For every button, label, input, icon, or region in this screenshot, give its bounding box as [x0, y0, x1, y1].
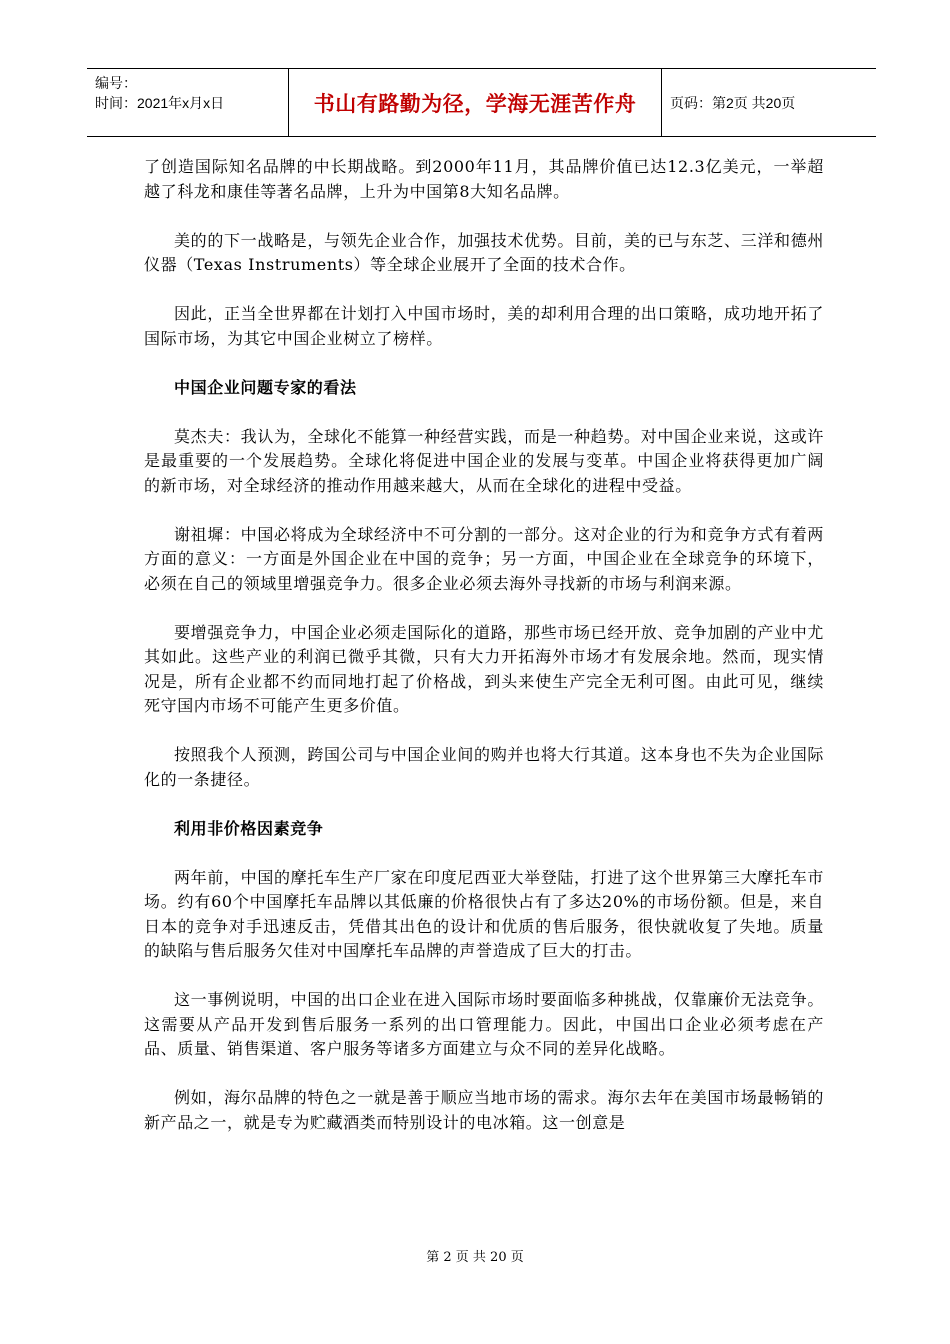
paragraph: 按照我个人预测，跨国公司与中国企业间的购并也将大行其道。这本身也不失为企业国际化的一条捷径。: [144, 745, 824, 789]
serial-label: 编号：: [95, 75, 137, 91]
paragraph: 这一事例说明，中国的出口企业在进入国际市场时要面临多种挑战，仅靠廉价无法竞争。这需要从产品开发到售后服务一系列的出口管理能力。因此，中国出口企业必须考虑在产品、质量、销售渠道、客户服务等诸多方面建立与众不同的差异化战略。: [144, 990, 824, 1058]
paragraph: 谢祖墀：中国必将成为全球经济中不可分割的一部分。这对企业的行为和竞争方式有着两方面的意义：一方面是外国企业在中国的竞争；另一方面，中国企业在全球竞争的环境下，必须在自己的领域里增强竞争力。很多企业必须去海外寻找新的市场与利润来源。: [144, 524, 824, 593]
paragraph: 莫杰夫：我认为，全球化不能算一种经营实践，而是一种趋势。对中国企业来说，这或许是最重要的一个发展趋势。全球化将促进中国企业的发展与变革。中国企业将获得更加广阔的新市场，对全球经济的推动作用越来越大，从而在全球化的进程中受益。: [144, 426, 824, 495]
paragraph: 因此，正当全世界都在计划打入中国市场时，美的却利用合理的出口策略，成功地开拓了国际市场，为其它中国企业树立了榜样。: [144, 304, 824, 348]
header-page-info: 页码：第2页 共20页: [670, 94, 796, 111]
paragraph: 例如，海尔品牌的特色之一就是善于顺应当地市场的需求。海尔去年在美国市场最畅销的新产品之一，就是专为贮藏酒类而特别设计的电冰箱。这一创意是: [144, 1088, 824, 1132]
header-meta-cell: [87, 69, 289, 136]
page-footer: 第 2 页 共 20 页: [426, 1250, 524, 1265]
page-header: [87, 68, 876, 137]
paragraph-continuation: 了创造国际知名品牌的中长期战略。到2000年11月，其品牌价值已达12.3亿美元，一举超越了科龙和康佳等著名品牌，上升为中国第8大知名品牌。: [144, 157, 824, 201]
header-motto: 书山有路勤为径，学海无涯苦作舟: [289, 69, 662, 136]
section-heading-experts: 中国企业问题专家的看法: [174, 377, 357, 397]
paragraph: 两年前，中国的摩托车生产厂家在印度尼西亚大举登陆，打进了这个世界第三大摩托车市场。约有60个中国摩托车品牌以其低廉的价格很快占有了多达20%的市场份额。但是，来自日本的竞争对手迅速反击，凭借其出色的设计和优质的售后服务，很快就收复了失地。质量的缺陷与售后服务欠佳对中国摩托车品牌的声誉造成了巨大的打击。: [144, 867, 824, 960]
time-label: 时间：2021年x月x日: [95, 95, 225, 111]
section-heading-nonprice: 利用非价格因素竞争: [174, 818, 324, 838]
document-body: [144, 155, 824, 1160]
paragraph: 美的的下一战略是，与领先企业合作，加强技术优势。目前，美的已与东芝、三洋和德州仪器（Texas Instruments）等全球企业展开了全面的技术合作。: [144, 230, 824, 274]
paragraph: 要增强竞争力，中国企业必须走国际化的道路，那些市场已经开放、竞争加剧的产业中尤其如此。这些产业的利润已微乎其微，只有大力开拓海外市场才有发展余地。然而，现实情况是，所有企业都不约而同地打起了价格战，到头来使生产完全无利可图。由此可见，继续死守国内市场不可能产生更多价值。: [144, 622, 824, 715]
